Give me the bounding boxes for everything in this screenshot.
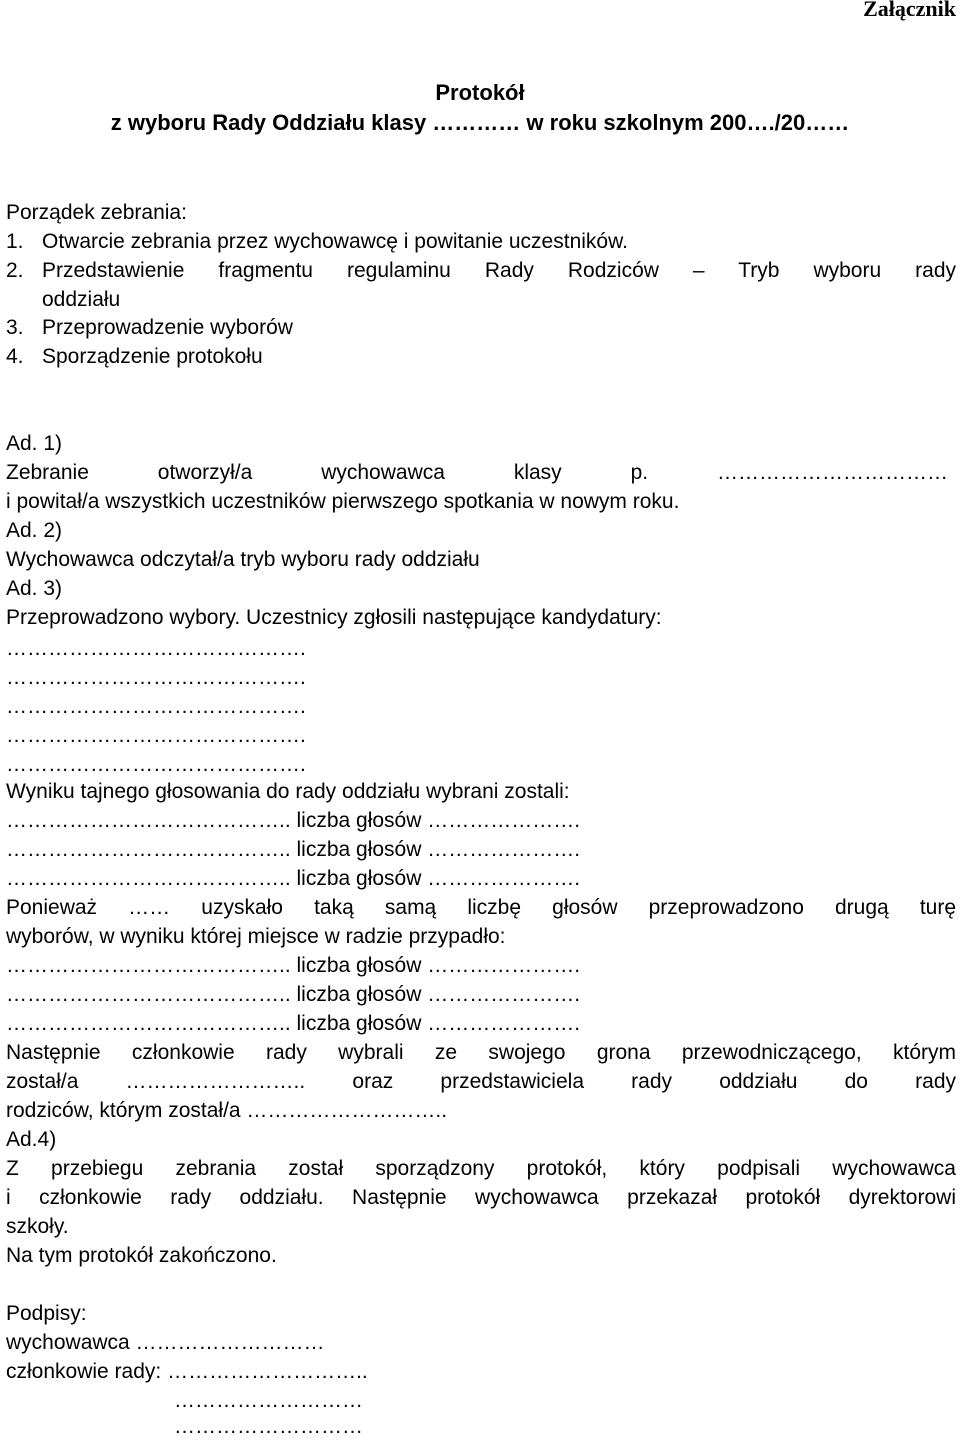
ad3-label: Ad. 3) [6, 577, 63, 600]
ad4-line2: i członkowie rady oddziału. Następnie wychowawca przekazał protokół dyrektorowi [6, 1186, 956, 1209]
agenda-item-1: 1. Otwarcie zebrania przez wychowawcę i powitanie uczestników. [6, 230, 628, 253]
ad4-line3: szkoły. [6, 1215, 69, 1238]
agenda-heading: Porządek zebrania: [6, 201, 187, 224]
agenda-item-4: 4. Sporządzenie protokołu [6, 345, 263, 368]
signatures-heading: Podpisy: [6, 1302, 87, 1325]
signature-members: członkowie rady: ……………………….. [6, 1360, 368, 1383]
vote-line: ………………………………….. liczba głosów …………………. [6, 983, 581, 1006]
protocol-title: Protokół [435, 80, 525, 105]
vote-line: ………………………………….. liczba głosów …………………. [6, 867, 581, 890]
ad1-line1: Zebranie otworzył/a wychowawca klasy p. …………………………… [6, 461, 948, 484]
candidate-line: ……………………………………. [6, 753, 306, 776]
vote-line: ………………………………….. liczba głosów …………………. [6, 838, 581, 861]
tie-line1: Ponieważ …… uzyskało taką samą liczbę głosów przeprowadzono drugą turę [6, 896, 956, 919]
ad4-line4: Na tym protokół zakończono. [6, 1244, 277, 1267]
signature-extra-line: ……………………… [174, 1415, 363, 1438]
chair-line3: rodziców, którym został/a ……………………….. [6, 1099, 448, 1122]
ad2-label: Ad. 2) [6, 519, 63, 542]
chair-line1: Następnie członkowie rady wybrali ze swojego grona przewodniczącego, którym [6, 1041, 956, 1064]
vote-line: ………………………………….. liczba głosów …………………. [6, 954, 581, 977]
attachment-label: Załącznik [863, 0, 956, 21]
candidate-line: ……………………………………. [6, 666, 306, 689]
ad4-line1: Z przebiegu zebrania został sporządzony protokół, który podpisali wychowawca [6, 1157, 956, 1180]
vote-line: ………………………………….. liczba głosów …………………. [6, 809, 581, 832]
ad4-label: Ad.4) [6, 1128, 57, 1151]
protocol-subtitle: z wyboru Rady Oddziału klasy ………… w roku szkolnym 200…./20…… [110, 110, 850, 135]
signature-teacher: wychowawca ……………………… [6, 1331, 325, 1354]
vote-line: ………………………………….. liczba głosów …………………. [6, 1012, 581, 1035]
agenda-item-3: 3. Przeprowadzenie wyborów [6, 316, 293, 339]
tie-line2: wyborów, w wyniku której miejsce w radzie przypadło: [6, 925, 506, 948]
ad3-line1: Przeprowadzono wybory. Uczestnicy zgłosili następujące kandydatury: [6, 606, 662, 629]
ad2-line1: Wychowawca odczytał/a tryb wyboru rady oddziału [6, 548, 480, 571]
signature-extra-line: ……………………… [174, 1389, 363, 1412]
candidate-line: ……………………………………. [6, 637, 306, 660]
agenda-item-2-cont: oddziału [42, 288, 121, 311]
candidate-line: ……………………………………. [6, 724, 306, 747]
candidate-line: ……………………………………. [6, 695, 306, 718]
ad1-label: Ad. 1) [6, 432, 63, 455]
ad1-line2: i powitał/a wszystkich uczestników pierwszego spotkania w nowym roku. [6, 490, 680, 513]
agenda-item-2: 2. Przedstawienie fragmentu regulaminu Rady Rodziców – Tryb wyboru rady [6, 259, 956, 282]
result-heading: Wyniku tajnego głosowania do rady oddziału wybrani zostali: [6, 780, 570, 803]
chair-line2: został/a …………………….. oraz przedstawiciela rady oddziału do rady [6, 1070, 956, 1093]
